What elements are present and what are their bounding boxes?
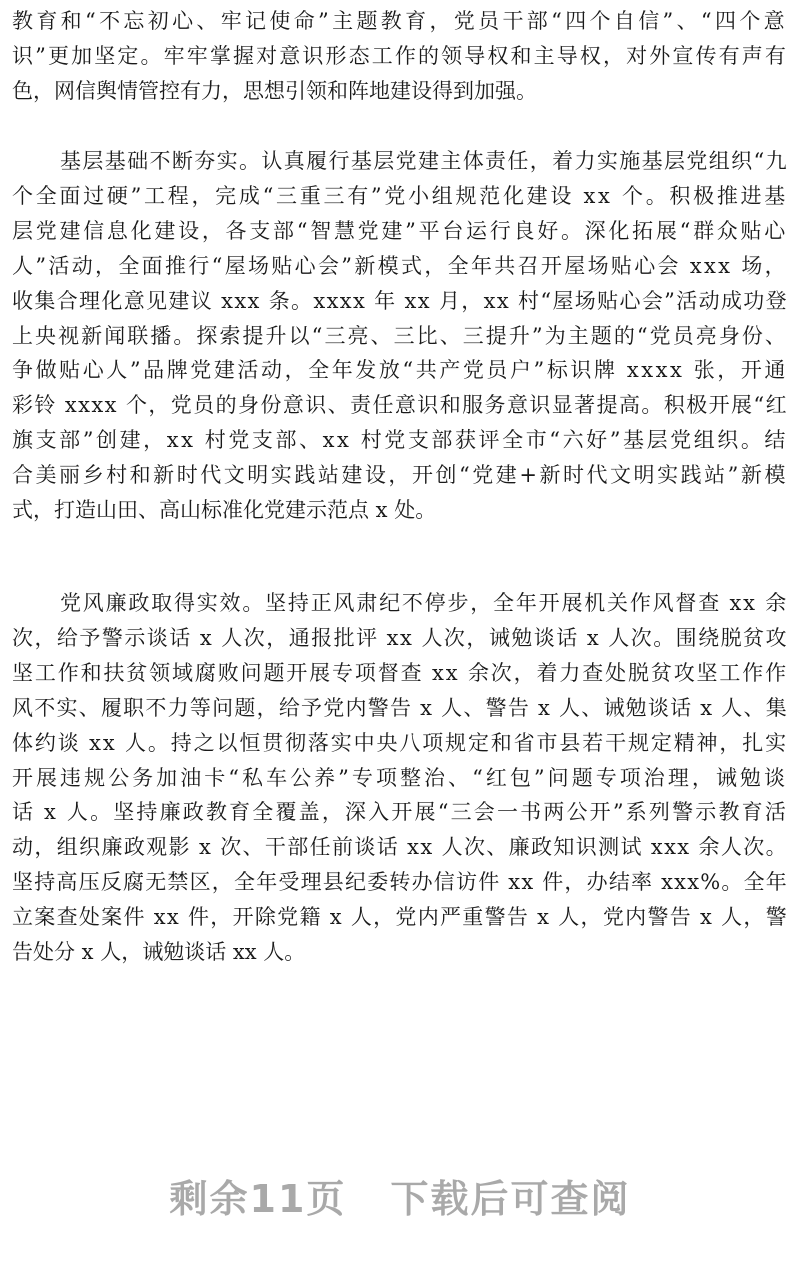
text-line: 识”更加坚定。牢牢掌握对意识形态工作的领导权和主导权，对外宣传有声有: [12, 43, 788, 68]
remaining-pages-text: 剩余11页: [169, 1177, 347, 1221]
text-line: 动，组织廉政观影 x 次、干部任前谈话 xx 人次、廉政知识测试 xxx 余人次。: [12, 835, 788, 860]
text-line: 坚工作和扶贫领域腐败问题开展专项督查 xx 余次，着力查处脱贫攻坚工作作: [12, 660, 788, 685]
text-line: 次，给予警示谈话 x 人次，通报批评 xx 人次，诫勉谈话 x 人次。围绕脱贫攻: [12, 625, 788, 650]
text-line: 旗支部”创建，xx 村党支部、xx 村党支部获评全市“六好”基层党组织。结: [12, 428, 788, 453]
text-line: 话 x 人。坚持廉政教育全覆盖，深入开展“三会一书两公开”系列警示教育活: [12, 800, 788, 825]
text-line: 彩铃 xxxx 个，党员的身份意识、责任意识和服务意识显著提高。积极开展“红: [12, 393, 788, 418]
text-line: 收集合理化意见建议 xxx 条。xxxx 年 xx 月，xx 村“屋场贴心会”活动成功登: [12, 288, 788, 313]
text-line: 式，打造山田、高山标准化党建示范点 x 处。: [12, 498, 437, 522]
text-line: 立案查处案件 xx 件，开除党籍 x 人，党内严重警告 x 人，党内警告 x 人，警: [12, 905, 788, 930]
text-line: 告处分 x 人，诫勉谈话 xx 人。: [12, 940, 306, 964]
text-line: 体约谈 xx 人。持之以恒贯彻落实中央八项规定和省市县若干规定精神，扎实: [12, 730, 788, 755]
text-line: 坚持高压反腐无禁区，全年受理县纪委转办信访件 xx 件，办结率 xxx%。全年: [12, 870, 788, 895]
text-line: 个全面过硬”工程，完成“三重三有”党小组规范化建设 xx 个。积极推进基: [12, 183, 788, 208]
text-line: 开展违规公务加油卡“私车公养”专项整治、“红包”问题专项治理，诫勉谈: [12, 765, 788, 790]
text-line: 合美丽乡村和新时代文明实践站建设，开创“党建+新时代文明实践站”新模: [12, 463, 788, 488]
text-line: 党风廉政取得实效。坚持正风肃纪不停步，全年开展机关作风督查 xx 余: [60, 591, 788, 615]
text-line: 上央视新闻联播。探索提升以“三亮、三比、三提升”为主题的“党员亮身份、: [12, 323, 788, 348]
text-line: 色，网信舆情管控有力，思想引领和阵地建设得到加强。: [12, 78, 537, 103]
download-hint-text: 下载后可查阅: [390, 1177, 631, 1221]
text-line: 风不实、履职不力等问题，给予党内警告 x 人、警告 x 人、诫勉谈话 x 人、集: [12, 695, 788, 720]
remaining-pages-banner[interactable]: [0, 1174, 800, 1224]
text-line: 教育和“不忘初心、牢记使命”主题教育，党员干部“四个自信”、“四个意: [12, 9, 788, 33]
text-line: 争做贴心人”品牌党建活动，全年发放“共产党员户”标识牌 xxxx 张，开通: [12, 358, 788, 383]
text-line: 人”活动，全面推行“屋场贴心会”新模式，全年共召开屋场贴心会 xxx 场，: [12, 253, 788, 278]
text-line: 基层基础不断夯实。认真履行基层党建主体责任，着力实施基层党组织“九: [60, 149, 788, 173]
text-line: 层党建信息化建设，各支部“智慧党建”平台运行良好。深化拓展“群众贴心: [12, 218, 788, 243]
